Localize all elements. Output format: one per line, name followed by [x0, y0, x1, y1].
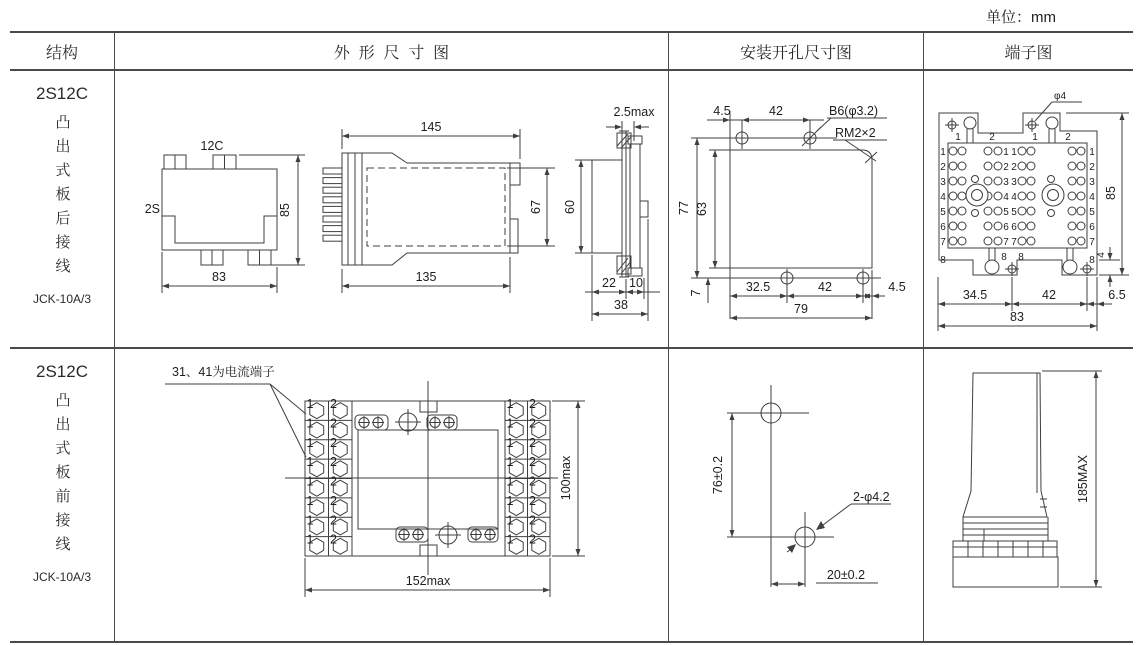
dim-label: 60	[563, 200, 577, 214]
dim-label: 77	[677, 201, 691, 215]
svg-text:2: 2	[529, 474, 536, 489]
spec-table	[10, 31, 1133, 643]
svg-text:1: 1	[506, 513, 514, 528]
dim-label: 42	[818, 280, 832, 294]
dim-label: 4.5	[888, 280, 906, 294]
svg-text:1: 1	[506, 493, 514, 508]
svg-text:6: 6	[1011, 222, 1017, 233]
dim-label: 63	[695, 202, 709, 216]
svg-text:2: 2	[330, 493, 337, 508]
svg-text:2: 2	[330, 474, 337, 489]
outline-drawing-row2	[115, 349, 668, 639]
svg-text:2: 2	[529, 397, 536, 411]
svg-text:6: 6	[1089, 222, 1095, 233]
svg-text:2: 2	[529, 435, 536, 450]
header-outline-dimensions: 外形尺寸图	[115, 33, 669, 69]
dim-label: 32.5	[745, 280, 771, 294]
model-label: 2S12C	[36, 84, 88, 103]
dim-label: 76±0.2	[711, 455, 725, 495]
svg-text:1: 1	[940, 147, 946, 158]
svg-text:1: 1	[306, 397, 314, 411]
terminal-drawing-cell-row2	[924, 349, 1133, 641]
svg-text:1: 1	[306, 513, 314, 528]
front-view	[145, 139, 305, 293]
terminal-drawing-cell-row1	[924, 71, 1133, 347]
svg-text:2: 2	[330, 532, 337, 547]
svg-text:1: 1	[506, 435, 514, 450]
dim-label: 2.5max	[613, 105, 655, 119]
dim-label: 152max	[405, 574, 451, 588]
svg-text:3: 3	[1089, 177, 1095, 188]
dim-label: 83	[1010, 310, 1024, 324]
svg-text:1: 1	[506, 397, 514, 411]
svg-text:7: 7	[1011, 237, 1017, 248]
dim-label: 6.5	[1108, 288, 1126, 302]
svg-text:1: 1	[306, 416, 314, 431]
svg-text:2: 2	[529, 513, 536, 528]
col-label: 2	[989, 132, 995, 143]
dim-label: 34.5	[962, 288, 988, 302]
col-label: 1	[1032, 132, 1038, 143]
structure-cell-row1	[10, 71, 115, 347]
header-structure: 结构	[10, 33, 115, 69]
install-drawing-row1	[669, 71, 923, 345]
mounting-type-label: 凸出式板前接线	[53, 392, 71, 560]
svg-text:5: 5	[940, 207, 946, 218]
svg-text:7: 7	[1089, 237, 1095, 248]
row-label: 8	[1001, 252, 1007, 263]
dim-label: 85	[1104, 186, 1118, 200]
svg-text:1: 1	[1003, 147, 1009, 158]
svg-text:1: 1	[306, 455, 314, 470]
terminal-grid	[940, 147, 1095, 248]
outline-drawing-cell-row1	[115, 71, 669, 347]
dim-label: 4	[1096, 252, 1107, 258]
dim-label: 7	[689, 289, 703, 297]
install-drawing-cell-row1	[669, 71, 924, 347]
outline-drawing-cell-row2	[115, 349, 669, 641]
svg-text:1: 1	[306, 532, 314, 547]
row-label: 8	[1089, 255, 1095, 266]
svg-text:6: 6	[1003, 222, 1009, 233]
svg-text:5: 5	[1089, 207, 1095, 218]
svg-text:3: 3	[1003, 177, 1009, 188]
dim-label: 4.5	[713, 104, 731, 118]
dim-label: 2-φ4.2	[853, 490, 890, 504]
header-mounting-holes: 安装开孔尺寸图	[669, 33, 924, 69]
svg-text:1: 1	[506, 416, 514, 431]
dim-label: 67	[529, 200, 543, 214]
svg-text:1: 1	[506, 474, 514, 489]
dim-label: 83	[212, 270, 226, 284]
svg-text:2: 2	[1011, 162, 1017, 173]
row-label: 8	[1018, 252, 1024, 263]
svg-text:2: 2	[1089, 162, 1095, 173]
dim-label: 2S	[144, 202, 160, 216]
dim-label: φ4	[1054, 91, 1067, 102]
dim-label: 22	[602, 276, 616, 290]
svg-text:2: 2	[330, 513, 337, 528]
svg-text:2: 2	[529, 455, 536, 470]
model-label: 2S12C	[36, 362, 88, 381]
svg-text:3: 3	[1011, 177, 1017, 188]
svg-text:7: 7	[1003, 237, 1009, 248]
svg-text:2: 2	[330, 397, 337, 411]
panel-section-view	[563, 105, 660, 321]
svg-text:5: 5	[1011, 207, 1017, 218]
terminal-drawing-row2	[924, 349, 1133, 639]
mounting-type-label: 凸出式板后接线	[53, 114, 71, 282]
dim-label: 38	[614, 298, 628, 312]
dim-label: 42	[769, 104, 783, 118]
dim-label: 135	[415, 270, 437, 284]
dim-label: RM2×2	[835, 126, 876, 140]
svg-text:1: 1	[306, 474, 314, 489]
dim-label: 85	[278, 203, 292, 217]
dim-label: 20±0.2	[826, 568, 866, 582]
dim-label: 145	[420, 120, 442, 134]
table-header-row	[10, 33, 1133, 71]
svg-text:5: 5	[1003, 207, 1009, 218]
note-label: 31、41为电流端子	[172, 365, 275, 379]
svg-text:3: 3	[940, 177, 946, 188]
table-row	[10, 349, 1133, 641]
svg-text:2: 2	[529, 416, 536, 431]
svg-text:2: 2	[529, 493, 536, 508]
table-row	[10, 71, 1133, 349]
svg-text:1: 1	[306, 493, 314, 508]
svg-text:4: 4	[1089, 192, 1095, 203]
svg-text:2: 2	[1003, 162, 1009, 173]
dim-label: B6(φ3.2)	[829, 104, 879, 118]
col-label: 2	[1065, 132, 1071, 143]
unit-label: 单位：mm	[986, 9, 1056, 26]
svg-text:7: 7	[940, 237, 946, 248]
svg-text:1: 1	[306, 435, 314, 450]
header-terminal-diagram: 端子图	[1004, 44, 1053, 62]
dim-label: 12C	[200, 139, 224, 153]
row-label: 8	[940, 255, 946, 266]
install-drawing-cell-row2	[669, 349, 924, 641]
svg-text:4: 4	[1011, 192, 1017, 203]
install-drawing-row2	[669, 349, 923, 639]
model-code: JCK-10A/3	[32, 292, 92, 306]
col-label: 1	[955, 132, 961, 143]
dim-label: 79	[794, 302, 808, 316]
svg-text:1: 1	[506, 455, 514, 470]
svg-text:6: 6	[940, 222, 946, 233]
svg-text:1: 1	[1011, 147, 1017, 158]
dim-label: 100max	[559, 455, 573, 501]
svg-text:2: 2	[940, 162, 946, 173]
svg-text:4: 4	[940, 192, 946, 203]
terminal-drawing-row1	[924, 71, 1133, 345]
structure-cell-row2	[10, 349, 115, 641]
svg-text:2: 2	[330, 435, 337, 450]
model-code: JCK-10A/3	[32, 570, 92, 584]
svg-text:1: 1	[1089, 147, 1095, 158]
dim-label: 185MAX	[1076, 455, 1090, 503]
svg-text:2: 2	[330, 416, 337, 431]
dim-label: 10	[629, 276, 643, 290]
svg-text:1: 1	[506, 532, 514, 547]
svg-text:2: 2	[529, 532, 536, 547]
dim-label: 42	[1042, 288, 1056, 302]
svg-text:4: 4	[1003, 192, 1009, 203]
side-view	[323, 120, 555, 293]
svg-text:2: 2	[330, 455, 337, 470]
outline-drawing-row1	[115, 71, 668, 345]
